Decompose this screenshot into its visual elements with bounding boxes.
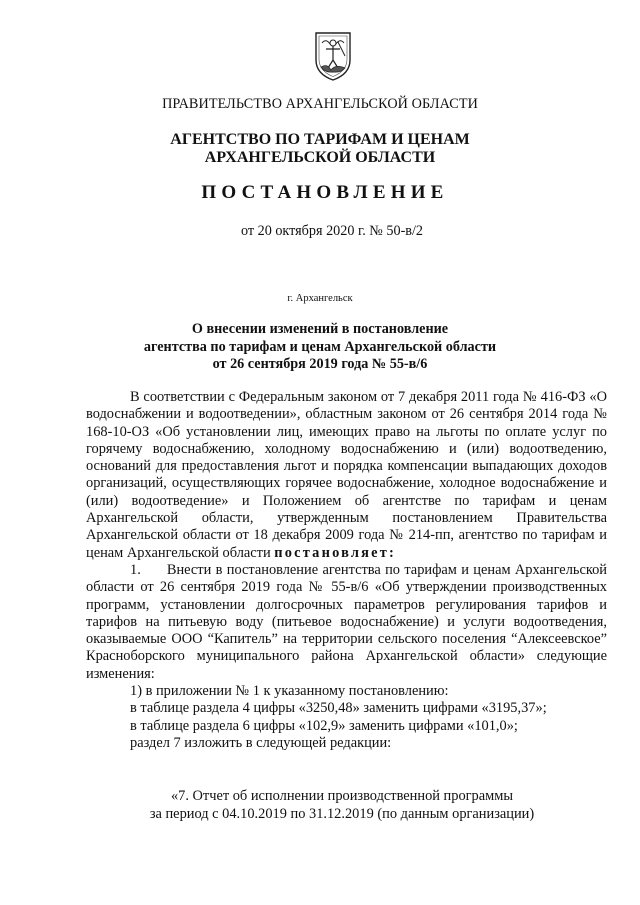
agency-name-line2: АРХАНГЕЛЬСКОЙ ОБЛАСТИ xyxy=(204,149,436,166)
document-body xyxy=(86,389,607,752)
agency-name xyxy=(0,131,640,167)
document-type: ПОСТАНОВЛЕНИЕ xyxy=(201,182,449,203)
preamble-text: В соответствии с Федеральным законом от 7 декабря 2011 года № 416-ФЗ «О водоснабжении и водоотведении», областным законом от 26 сентября 2014 года № 168-10-ОЗ «Об установлении лиц, имеющих право на льготы по оплате услуг по горячему водоснабжению, холодному водоснабжению и (или) водоотведению, оснований для предоставления льгот и порядка компенсации выпадающих доходов организаций, осуществляющих горячее водоснабжение, холодное водоснабжение и (или) водоотведение» и Положением об агентстве по тарифам и ценам Архангельской области, утвержденным постановлением Правительства Архангельской области от 18 декабря 2009 года № 214-пп, агентство по тарифам и ценам Архангельской области xyxy=(86,389,607,561)
quoted-section-title xyxy=(0,787,640,823)
subitem-table-section4: в таблице раздела 4 цифры «3250,48» заменить цифрами «3195,37»; xyxy=(130,700,547,717)
coat-of-arms-icon xyxy=(313,30,353,82)
preamble-paragraph xyxy=(86,389,607,562)
subitem-section7: раздел 7 изложить в следующей редакции: xyxy=(130,734,392,751)
item1-number: 1. xyxy=(130,561,141,578)
decree-word: постановляет: xyxy=(274,544,396,561)
subject-line1: О внесении изменений в постановление xyxy=(191,321,449,337)
government-name: ПРАВИТЕЛЬСТВО АРХАНГЕЛЬСКОЙ ОБЛАСТИ xyxy=(162,96,478,112)
agency-name-line1: АГЕНТСТВО ПО ТАРИФАМ И ЦЕНАМ xyxy=(170,131,470,148)
subitem-table-section6: в таблице раздела 6 цифры «102,9» заменить цифрами «101,0»; xyxy=(130,717,518,734)
subject-line2: агентства по тарифам и ценам Архангельской области xyxy=(143,338,497,355)
document-subject xyxy=(0,321,640,374)
subitem-1: 1) в приложении № 1 к указанному постановлению: xyxy=(130,683,449,700)
quote-line2: за период с 04.10.2019 по 31.12.2019 (по данным организации) xyxy=(149,806,535,822)
city: г. Архангельск xyxy=(287,293,353,304)
document-date-number: от 20 октября 2020 г. № 50-в/2 xyxy=(240,223,424,239)
subject-line3: от 26 сентября 2019 года № 55-в/6 xyxy=(212,356,428,372)
item1-text: Внести в постановление агентства по тарифам и ценам Архангельской области от 26 сентября 2019 года № 55-в/6 «Об утверждении производственных программ, установлении долгосрочных параметров регулирования тарифов и тарифов на питьевую воду (питьевое водоснабжение) и услуги водоотведения, оказываемые ООО “Капитель” на территории сельского поселения “Алексеевское” Красноборского муниципального района Архангельской области» следующие изменения: xyxy=(86,561,607,682)
quote-line1: «7. Отчет об исполнении производственной программы xyxy=(170,788,514,804)
item1-paragraph xyxy=(86,562,607,683)
